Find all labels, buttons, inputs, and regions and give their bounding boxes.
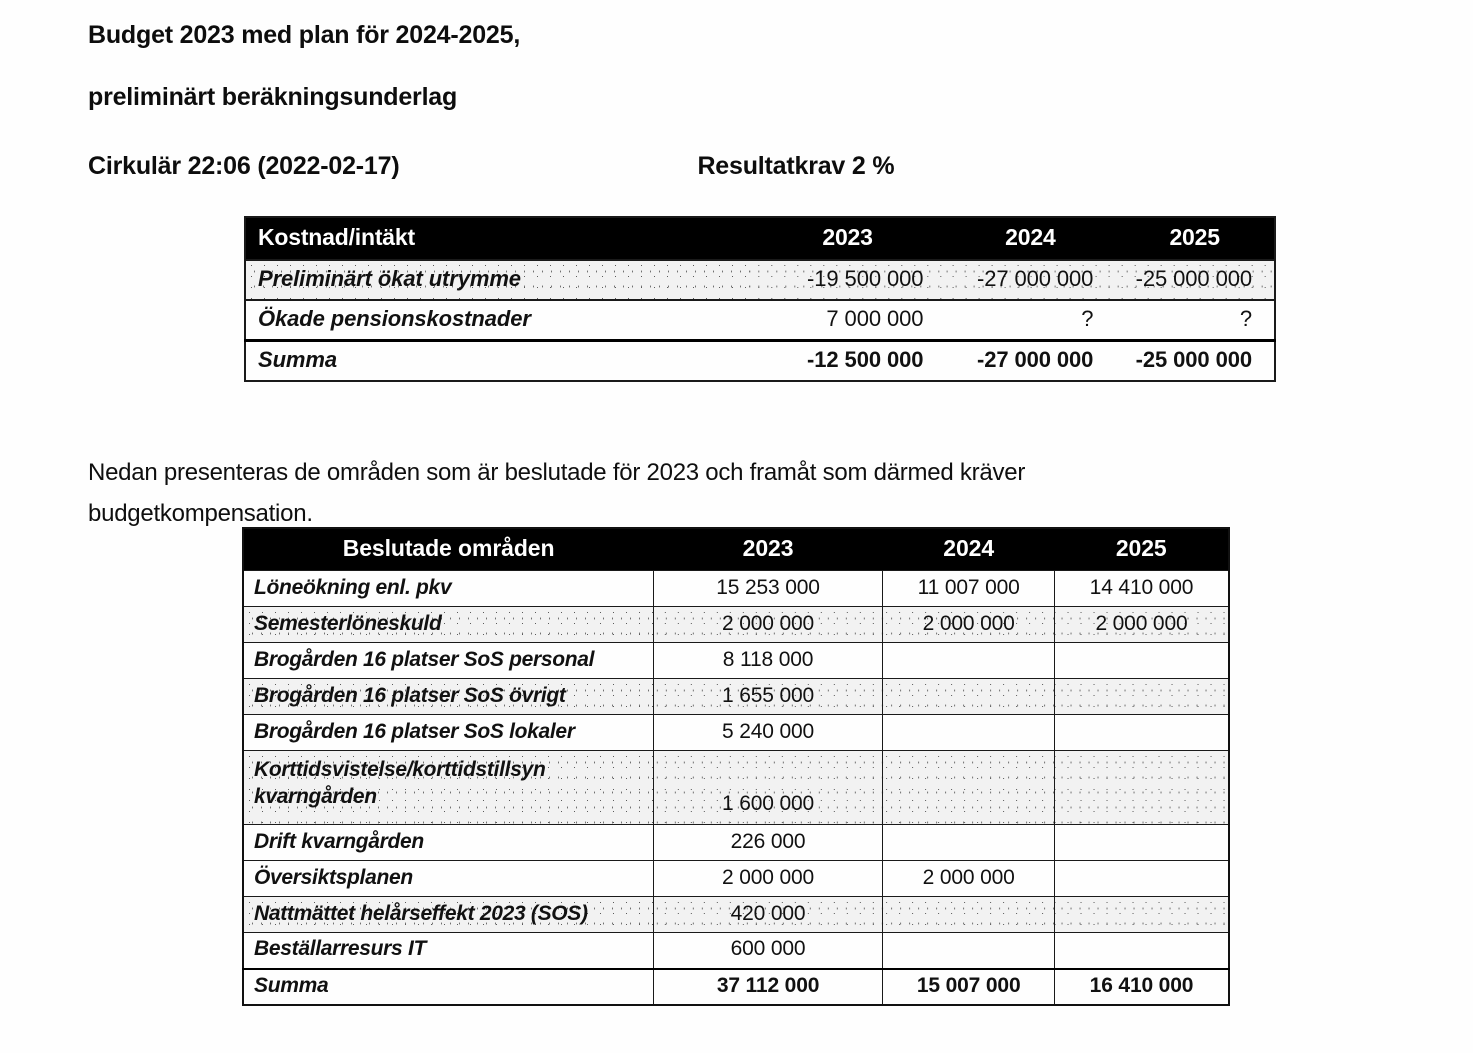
page-title-line1: Budget 2023 med plan för 2024-2025, (88, 21, 521, 49)
table2-row9-label: Beställarresurs IT (243, 933, 653, 969)
table2-row0-2023: 15 253 000 (653, 571, 883, 607)
table1-header-label: Kostnad/intäkt (245, 217, 750, 260)
table2-row3-2024 (883, 679, 1055, 715)
table2-total-2023: 37 112 000 (653, 969, 883, 1005)
table1-total-2023: -12 500 000 (750, 341, 946, 382)
document-heading-block (88, 22, 1208, 147)
table2-row0-label: Löneökning enl. pkv (243, 571, 653, 607)
table2-row0-2025: 14 410 000 (1054, 571, 1229, 607)
table2-row7-2025 (1054, 861, 1229, 897)
table1-row1-label: Ökade pensionskostnader (245, 300, 750, 341)
table2-body (243, 571, 1229, 1005)
table2-row4-2025 (1054, 715, 1229, 751)
table2-row7-2024: 2 000 000 (883, 861, 1055, 897)
table2-row2-2023: 8 118 000 (653, 643, 883, 679)
table1-row1-2023: 7 000 000 (750, 300, 946, 341)
table-row (245, 260, 1275, 300)
table2-row6-label: Drift kvarngården (243, 825, 653, 861)
table2-row3-2025 (1054, 679, 1229, 715)
table2-row2-2024 (883, 643, 1055, 679)
table2-total-label: Summa (243, 969, 653, 1005)
table2-row1-label: Semesterlöneskuld (243, 607, 653, 643)
table1-row0-2025: -25 000 000 (1115, 260, 1275, 300)
table2-row8-label: Nattmättet helårseffekt 2023 (SOS) (243, 897, 653, 933)
table2-row9-2025 (1054, 933, 1229, 969)
table2-row5-label-line2: kvarngården (254, 784, 377, 808)
table2-row5-2024 (883, 751, 1055, 825)
table2-row5-label (243, 751, 653, 825)
table2-row7-label: Översiktsplanen (243, 861, 653, 897)
table1-row0-label: Preliminärt ökat utrymme (245, 260, 750, 300)
table1-header-2025: 2025 (1115, 217, 1275, 260)
table2-row2-label: Brogården 16 platser SoS personal (243, 643, 653, 679)
table1-total-label: Summa (245, 341, 750, 382)
table-row (245, 300, 1275, 341)
circular-row (88, 152, 1268, 181)
table2-header-label: Beslutade områden (243, 528, 653, 571)
table2-row8-2023: 420 000 (653, 897, 883, 933)
table2-row1-2025: 2 000 000 (1054, 607, 1229, 643)
table2-row5-2023: 1 600 000 (653, 751, 883, 825)
table2-row8-2025 (1054, 897, 1229, 933)
table-row (243, 825, 1229, 861)
table1-header-2023: 2023 (750, 217, 946, 260)
body-paragraph: Nedan presenteras de områden som är beslutade för 2023 och framåt som därmed kräver budgetkompensation. (88, 459, 1026, 528)
table2-row0-2024: 11 007 000 (883, 571, 1055, 607)
table2-header-2025: 2025 (1054, 528, 1229, 571)
budget-overview-table-wrapper (244, 216, 1276, 382)
table2-row7-2023: 2 000 000 (653, 861, 883, 897)
table1-head (245, 217, 1275, 260)
table-row (243, 643, 1229, 679)
table2-row8-2024 (883, 897, 1055, 933)
table2-row6-2024 (883, 825, 1055, 861)
table2-row1-2023: 2 000 000 (653, 607, 883, 643)
table1-row1-2025: ? (1115, 300, 1275, 341)
table2-row6-2025 (1054, 825, 1229, 861)
table2-row6-2023: 226 000 (653, 825, 883, 861)
table-row (243, 933, 1229, 969)
table1-total-row (245, 341, 1275, 382)
table2-header-2024: 2024 (883, 528, 1055, 571)
table1-row1-2024: ? (945, 300, 1115, 341)
table2-row9-2024 (883, 933, 1055, 969)
table-row (243, 607, 1229, 643)
table-row (243, 571, 1229, 607)
table2-row9-2023: 600 000 (653, 933, 883, 969)
table2-row2-2025 (1054, 643, 1229, 679)
table1-body (245, 260, 1275, 381)
table2-row1-2024: 2 000 000 (883, 607, 1055, 643)
table1-header-2024: 2024 (945, 217, 1115, 260)
table2-header-2023: 2023 (653, 528, 883, 571)
table2-row3-label: Brogården 16 platser SoS övrigt (243, 679, 653, 715)
resultatkrav-label: Resultatkrav 2 % (697, 152, 895, 180)
circular-reference: Cirkulär 22:06 (2022-02-17) (88, 152, 400, 180)
table2-row4-2024 (883, 715, 1055, 751)
table1-total-2024: -27 000 000 (945, 341, 1115, 382)
table2-total-row (243, 969, 1229, 1005)
table2-total-2024: 15 007 000 (883, 969, 1055, 1005)
table1-row0-2024: -27 000 000 (945, 260, 1115, 300)
table1-header-row (245, 217, 1275, 260)
table2-header-row (243, 528, 1229, 571)
table-row (243, 751, 1229, 825)
table-row (243, 715, 1229, 751)
table1-total-2025: -25 000 000 (1115, 341, 1275, 382)
decided-areas-table (242, 527, 1230, 1006)
table2-row4-label: Brogården 16 platser SoS lokaler (243, 715, 653, 751)
table2-head (243, 528, 1229, 571)
table-row (243, 679, 1229, 715)
decided-areas-table-wrapper (242, 527, 1230, 1006)
table1-row0-2023: -19 500 000 (750, 260, 946, 300)
budget-overview-table (244, 216, 1276, 382)
page-title-line2: preliminärt beräkningsunderlag (88, 82, 458, 111)
table2-row5-2025 (1054, 751, 1229, 825)
table-row (243, 897, 1229, 933)
table2-row4-2023: 5 240 000 (653, 715, 883, 751)
table2-row5-label-line1: Korttidsvistelse/korttidstillsyn (254, 758, 546, 781)
table-row (243, 861, 1229, 897)
table2-row3-2023: 1 655 000 (653, 679, 883, 715)
table2-total-2025: 16 410 000 (1054, 969, 1229, 1005)
